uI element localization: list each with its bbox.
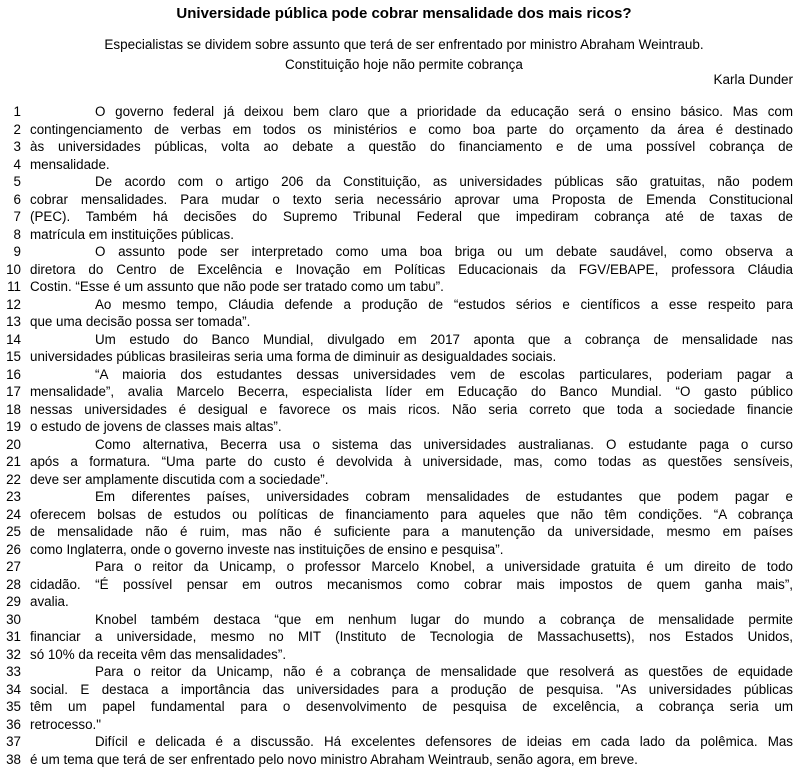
line-text: oferecem bolsas de estudos ou políticas de financiamento para aqueles que não têm condições. “A cobrança bbox=[30, 506, 793, 522]
line-text: cobrar mensalidades. Para mudar o texto seria necessário aprovar uma Proposta de Emenda Constitucional bbox=[30, 191, 793, 207]
line-number: 32 bbox=[6, 646, 21, 662]
line-text: têm um papel fundamental para o desenvolvimento de pesquisa de excelência, a cobrança seria um bbox=[30, 699, 793, 714]
article-title: Universidade pública pode cobrar mensalidade dos mais ricos? bbox=[176, 5, 632, 22]
line-number: 24 bbox=[6, 506, 21, 522]
line-number: 6 bbox=[13, 191, 21, 207]
line-number: 18 bbox=[6, 401, 21, 417]
line-number: 23 bbox=[6, 489, 21, 504]
line-text: Em diferentes países, universidades cobram mensalidades de estudantes que podem pagar e bbox=[95, 489, 793, 504]
line-number: 15 bbox=[6, 349, 21, 364]
text-line bbox=[0, 121, 793, 139]
text-line bbox=[0, 611, 793, 629]
text-line bbox=[0, 628, 793, 646]
line-number: 20 bbox=[6, 436, 21, 452]
line-text: o estudo de jovens de classes mais altas”. bbox=[30, 419, 282, 434]
line-text: como Inglaterra, onde o governo investe nas instituições de ensino e pesquisa”. bbox=[30, 541, 504, 557]
line-number: 37 bbox=[6, 734, 21, 749]
line-text: contingenciamento de verbas em todos os ministérios e como boa parte do orçamento da área é destinado bbox=[30, 121, 793, 137]
subtitle-line-1: Especialistas se dividem sobre assunto que terá de ser enfrentado por ministro Abraham Weintraub. bbox=[104, 37, 704, 52]
line-text: avalia. bbox=[30, 594, 69, 609]
line-number: 5 bbox=[13, 174, 21, 189]
line-number: 9 bbox=[13, 244, 21, 259]
line-text: matrícula em instituições públicas. bbox=[30, 226, 234, 242]
text-line bbox=[0, 681, 793, 699]
line-text: só 10% da receita vêm das mensalidades”. bbox=[30, 646, 287, 662]
line-number: 35 bbox=[6, 699, 21, 714]
line-number: 2 bbox=[13, 121, 21, 137]
line-number: 28 bbox=[6, 576, 21, 592]
line-number: 38 bbox=[6, 751, 21, 767]
line-text: (PEC). Também há decisões do Supremo Tribunal Federal que impediram cobrança até de taxas de bbox=[30, 209, 793, 224]
line-number: 1 bbox=[13, 104, 21, 119]
line-text: Para o reitor da Unicamp, não é a cobrança de mensalidade que resolverá as questões de equidade bbox=[95, 664, 793, 679]
article-body bbox=[0, 103, 793, 768]
text-line bbox=[0, 226, 793, 244]
line-text: retrocesso." bbox=[30, 716, 101, 732]
text-line bbox=[0, 663, 793, 681]
text-line bbox=[0, 716, 793, 734]
line-text: Knobel também destaca “que em nenhum lugar do mundo a cobrança de mensalidade permite bbox=[95, 611, 793, 627]
text-line bbox=[0, 366, 793, 384]
text-line bbox=[0, 138, 793, 156]
line-text: cidadão. “É possível pensar em outros mecanismos como cobrar mais impostos de quem ganha mais”, bbox=[30, 576, 793, 592]
line-number: 25 bbox=[6, 524, 21, 539]
text-line bbox=[0, 173, 793, 191]
line-text: deve ser amplamente discutida com a sociedade”. bbox=[30, 471, 329, 487]
text-line bbox=[0, 751, 793, 769]
text-line bbox=[0, 453, 793, 471]
line-text: financiar a universidade, mesmo no MIT (Instituto de Tecnologia de Massachusetts), nos Estados Unidos, bbox=[30, 629, 793, 644]
text-line bbox=[0, 261, 793, 279]
line-text: O assunto pode ser interpretado como uma boa briga ou um debate saudável, como observa a bbox=[95, 244, 793, 259]
text-line bbox=[0, 576, 793, 594]
text-line bbox=[0, 243, 793, 261]
text-line bbox=[0, 523, 793, 541]
line-number: 22 bbox=[6, 471, 21, 487]
line-text: Ao mesmo tempo, Cláudia defende a produção de “estudos sérios e científicos a esse respeito para bbox=[95, 296, 793, 312]
text-line bbox=[0, 436, 793, 454]
text-line bbox=[0, 191, 793, 209]
line-text: social. E destaca a importância das universidades para a produção de pesquisa. "As universidades públicas bbox=[30, 681, 793, 697]
line-number: 7 bbox=[13, 209, 21, 224]
line-text: O governo federal já deixou bem claro que a prioridade da educação será o ensino básico. Mas com bbox=[95, 104, 793, 119]
text-line bbox=[0, 348, 793, 366]
text-line bbox=[0, 558, 793, 576]
text-line bbox=[0, 103, 793, 121]
line-number: 13 bbox=[6, 314, 21, 329]
line-text: mensalidade. bbox=[30, 156, 110, 172]
text-line bbox=[0, 208, 793, 226]
text-line bbox=[0, 593, 793, 611]
text-line bbox=[0, 646, 793, 664]
text-line bbox=[0, 383, 793, 401]
line-text: Como alternativa, Becerra usa o sistema das universidades australianas. O estudante paga o curso bbox=[95, 436, 793, 452]
line-number: 34 bbox=[6, 681, 21, 697]
text-line bbox=[0, 733, 793, 751]
text-line bbox=[0, 541, 793, 559]
text-line bbox=[0, 331, 793, 349]
line-number: 31 bbox=[6, 629, 21, 644]
line-number: 33 bbox=[6, 664, 21, 679]
subtitle-line-2: Constituição hoje não permite cobrança bbox=[285, 57, 523, 72]
line-text: De acordo com o artigo 206 da Constituição, as universidades públicas são gratuitas, não podem bbox=[95, 174, 793, 189]
line-text: às universidades públicas, volta ao debate a questão do financiamento e de uma possível cobrança de bbox=[30, 139, 793, 154]
line-text: Um estudo do Banco Mundial, divulgado em 2017 aponta que a cobrança de mensalidade nas bbox=[95, 331, 793, 347]
line-number: 36 bbox=[6, 716, 21, 732]
text-line bbox=[0, 156, 793, 174]
line-text: de mensalidade não é ruim, mas não é suficiente para a manutenção da universidade, mesmo em países bbox=[30, 524, 793, 539]
text-line bbox=[0, 698, 793, 716]
text-line bbox=[0, 418, 793, 436]
line-number: 30 bbox=[6, 611, 21, 627]
text-line bbox=[0, 401, 793, 419]
line-number: 3 bbox=[13, 139, 21, 154]
line-text: Difícil e delicada é a discussão. Há excelentes defensores de ideias em cada lado da polêmica. Mas bbox=[95, 734, 793, 749]
line-number: 29 bbox=[6, 594, 21, 609]
line-text: nessas universidades é desigual e favorece os mais ricos. Não seria correto que toda a sociedade financie bbox=[30, 401, 793, 417]
line-number: 26 bbox=[6, 541, 21, 557]
line-number: 19 bbox=[6, 419, 21, 434]
line-number: 11 bbox=[7, 279, 21, 294]
author-byline: Karla Dunder bbox=[713, 72, 793, 87]
line-number: 4 bbox=[13, 156, 21, 172]
line-number: 21 bbox=[6, 454, 21, 469]
text-line bbox=[0, 471, 793, 489]
line-number: 12 bbox=[6, 296, 21, 312]
line-text: é um tema que terá de ser enfrentado pelo novo ministro Abraham Weintraub, senão agora, em breve. bbox=[30, 751, 638, 767]
article-subtitle bbox=[0, 35, 808, 75]
line-text: que uma decisão possa ser tomada”. bbox=[30, 314, 251, 329]
line-text: Para o reitor da Unicamp, o professor Marcelo Knobel, a universidade gratuita é um direito de todo bbox=[95, 559, 793, 574]
text-line bbox=[0, 506, 793, 524]
line-number: 8 bbox=[13, 226, 21, 242]
line-text: “A maioria dos estudantes dessas universidades vem de escolas particulares, poderiam pagar a bbox=[95, 366, 793, 382]
line-number: 27 bbox=[6, 559, 21, 574]
line-number: 17 bbox=[6, 384, 21, 399]
text-line bbox=[0, 313, 793, 331]
line-text: após a formatura. “Uma parte do custo é devolvida à universidade, mas, como todas as questões sensíveis, bbox=[30, 454, 793, 469]
line-text: mensalidade”, avalia Marcelo Becerra, especialista líder em Educação do Banco Mundial. “O gasto público bbox=[30, 384, 793, 399]
text-line bbox=[0, 278, 793, 296]
line-text: Costin. “Esse é um assunto que não pode ser tratado como um tabu”. bbox=[30, 279, 444, 294]
line-number: 10 bbox=[6, 261, 21, 277]
line-number: 14 bbox=[6, 331, 21, 347]
line-number: 16 bbox=[6, 366, 21, 382]
line-text: diretora do Centro de Excelência e Inovação em Políticas Educacionais da FGV/EBAPE, professora Cláudia bbox=[30, 261, 793, 277]
line-text: universidades públicas brasileiras seria uma forma de diminuir as desigualdades sociais. bbox=[30, 349, 557, 364]
text-line bbox=[0, 488, 793, 506]
text-line bbox=[0, 296, 793, 314]
